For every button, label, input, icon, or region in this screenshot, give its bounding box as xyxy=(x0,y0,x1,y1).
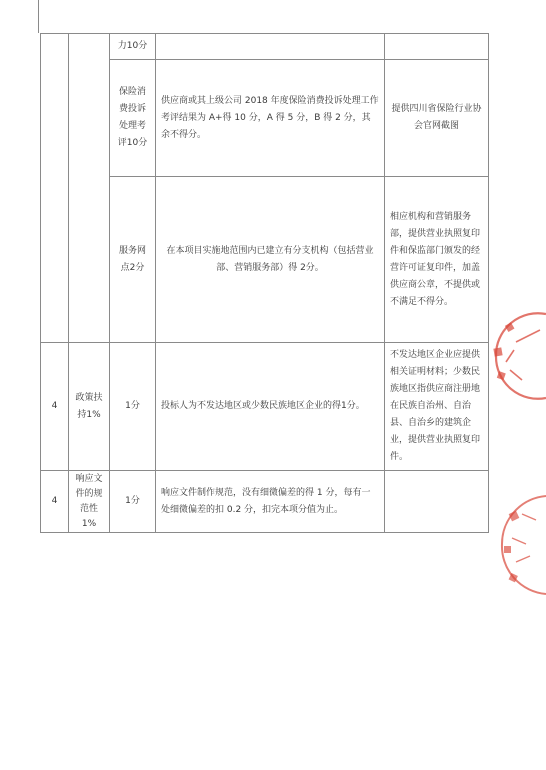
note-cell xyxy=(385,34,489,60)
item-cell: 保险消费投诉处理考评10分 xyxy=(110,60,156,177)
seal-stamp-upper xyxy=(486,310,546,400)
desc-cell: 响应文件制作规范，没有细微偏差的得 1 分，每有一处细微偏差的扣 0.2 分，扣完本项分值为止。 xyxy=(156,471,385,533)
note-cell: 不发达地区企业应提供相关证明材料；少数民族地区指供应商注册地在民族自治州、自治县、自治乡的建筑企业，提供营业执照复印件。 xyxy=(385,343,489,471)
desc-cell: 供应商或其上级公司 2018 年度保险消费投诉处理工作考评结果为 A+得 10 分，A 得 5 分，B 得 2 分，其余不得分。 xyxy=(156,60,385,177)
score-cell: 1分 xyxy=(110,343,156,471)
item-cell: 力10分 xyxy=(110,34,156,60)
category-cell xyxy=(69,34,110,343)
desc-cell: 在本项目实施地范围内已建立有分支机构（包括营业部、营销服务部）得 2分。 xyxy=(156,177,385,343)
score-cell: 1分 xyxy=(110,471,156,533)
category-cell: 响应文件的规范性1% xyxy=(69,471,110,533)
table-row xyxy=(41,343,489,471)
note-cell: 提供四川省保险行业协会官网截图 xyxy=(385,60,489,177)
seal-stamp-lower xyxy=(496,490,546,600)
no-cell: 4 xyxy=(41,343,69,471)
no-cell: 4 xyxy=(41,471,69,533)
desc-cell xyxy=(156,34,385,60)
table-row xyxy=(41,34,489,60)
desc-cell: 投标人为不发达地区或少数民族地区企业的得1分。 xyxy=(156,343,385,471)
note-cell xyxy=(385,471,489,533)
note-cell: 相应机构和营销服务部，提供营业执照复印件和保监部门颁发的经营许可证复印件，加盖供应商公章，不提供或不满足不得分。 xyxy=(385,177,489,343)
no-cell xyxy=(41,34,69,343)
table-left-border xyxy=(38,0,39,33)
item-cell: 服务网点2分 xyxy=(110,177,156,343)
table-row xyxy=(41,471,489,533)
category-cell: 政策扶持1% xyxy=(69,343,110,471)
scoring-table xyxy=(40,33,489,533)
